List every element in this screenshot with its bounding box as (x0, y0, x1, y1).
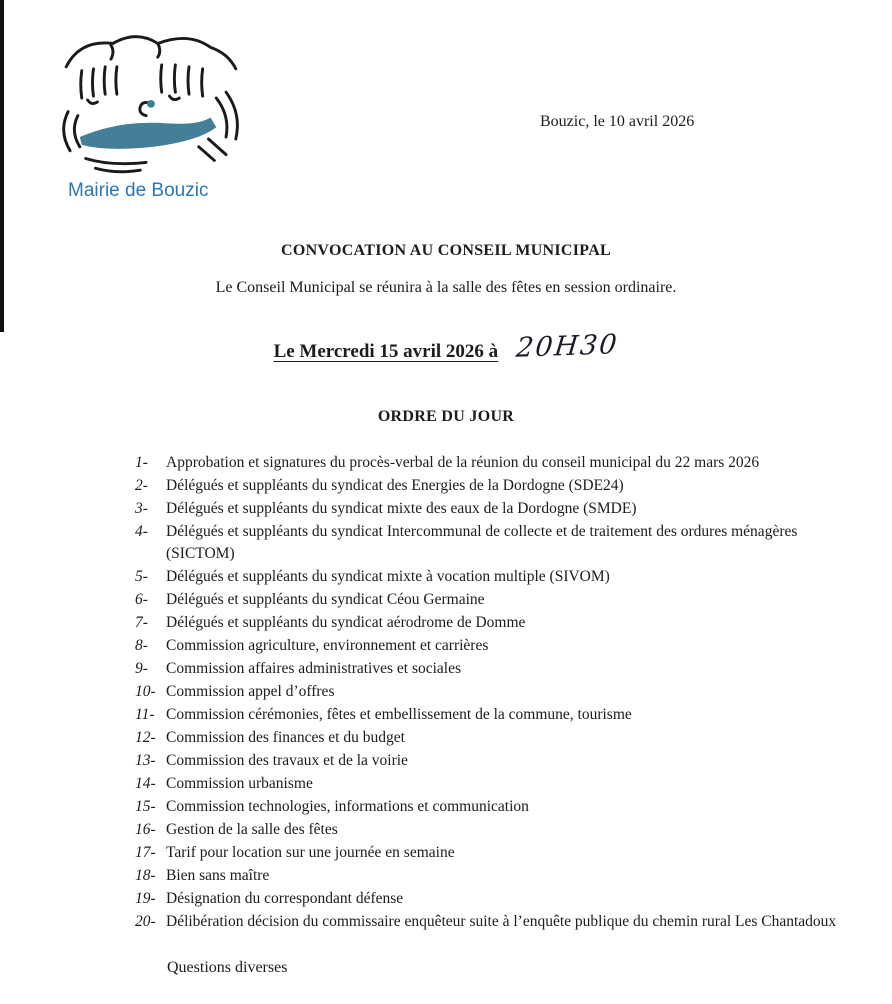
questions-diverses: Questions diverses (167, 959, 288, 976)
agenda-item (135, 911, 858, 933)
agenda-item (135, 750, 858, 772)
agenda-item-text: Gestion de la salle des fêtes (166, 821, 338, 838)
intro-sentence: Le Conseil Municipal se réunira à la salle des fêtes en session ordinaire. (215, 279, 677, 296)
agenda-item-number: 4- (135, 523, 148, 540)
agenda-item-text: Délibération décision du commissaire enquêteur suite à l’enquête publique du chemin rural Les Chantadoux (166, 913, 837, 930)
agenda-item-text: Délégués et suppléants du syndicat aérodrome de Domme (166, 614, 526, 631)
agenda-item (135, 842, 858, 864)
agenda-item (135, 727, 858, 749)
agenda-item-text: Commission urbanisme (166, 775, 313, 792)
agenda-item-number: 18- (135, 867, 156, 884)
agenda-item (135, 819, 858, 841)
agenda-item-number: 11- (135, 706, 155, 723)
agenda-item-text: Commission affaires administratives et sociales (166, 660, 462, 677)
agenda-item-text: Commission des travaux et de la voirie (166, 752, 408, 769)
agenda-item-number: 8- (135, 637, 148, 654)
agenda-item-text: Délégués et suppléants du syndicat Intercommunal de collecte et de traitement des ordures ménagères (SICTOM) (166, 523, 798, 562)
agenda-item-text: Commission cérémonies, fêtes et embellissement de la commune, tourisme (166, 706, 632, 723)
agenda-item (135, 704, 858, 726)
agenda-item-text: Délégués et suppléants du syndicat des Energies de la Dordogne (SDE24) (166, 477, 624, 494)
agenda-item-number: 10- (135, 683, 156, 700)
agenda-item (135, 681, 858, 703)
agenda-item-text: Bien sans maître (166, 867, 270, 884)
agenda-item-number: 20- (135, 913, 156, 930)
agenda-item-text: Commission agriculture, environnement et carrières (166, 637, 489, 654)
agenda-item (135, 796, 858, 818)
agenda-item (135, 658, 858, 680)
agenda-item-text: Commission appel d’offres (166, 683, 335, 700)
logo-label: Mairie de Bouzic (68, 180, 209, 201)
agenda-item-number: 9- (135, 660, 148, 677)
agenda-item-number: 12- (135, 729, 156, 746)
agenda-item-text: Commission des finances et du budget (166, 729, 405, 746)
agenda-item-text: Approbation et signatures du procès-verbal de la réunion du conseil municipal du 22 mars 2026 (166, 454, 760, 471)
agenda-item-number: 2- (135, 477, 148, 494)
agenda-item (135, 566, 858, 588)
agenda-item-text: Délégués et suppléants du syndicat Céou Germaine (166, 591, 485, 608)
agenda-item (135, 498, 858, 520)
agenda-item-text: Délégués et suppléants du syndicat mixte des eaux de la Dordogne (SMDE) (166, 500, 637, 517)
agenda-item (135, 635, 858, 657)
agenda-item-number: 16- (135, 821, 156, 838)
agenda-item-text: Désignation du correspondant défense (166, 890, 404, 907)
agenda-item-number: 3- (135, 500, 148, 517)
agenda-list (135, 452, 858, 933)
agenda-item-number: 19- (135, 890, 156, 907)
agenda-item-number: 15- (135, 798, 156, 815)
agenda-item (135, 521, 858, 565)
agenda-item-number: 17- (135, 844, 156, 861)
agenda-item-number: 14- (135, 775, 156, 792)
agenda-item-text: Délégués et suppléants du syndicat mixte à vocation multiple (SIVOM) (166, 568, 610, 585)
agenda-item (135, 612, 858, 634)
agenda-item (135, 475, 858, 497)
agenda-heading: ORDRE DU JOUR (377, 408, 515, 425)
agenda-item-number: 7- (135, 614, 148, 631)
document-title: CONVOCATION AU CONSEIL MUNICIPAL (280, 242, 612, 259)
agenda-item-number: 5- (135, 568, 148, 585)
agenda-item (135, 865, 858, 887)
agenda-item (135, 589, 858, 611)
meeting-date-printed: Le Mercredi 15 avril 2026 à (273, 341, 499, 362)
agenda-item (135, 773, 858, 795)
agenda-item-text: Tarif pour location sur une journée en semaine (166, 844, 455, 861)
agenda-item (135, 888, 858, 910)
meeting-time-handwritten: 20H30 (514, 329, 621, 364)
agenda-item-number: 6- (135, 591, 148, 608)
meeting-datetime-line (0, 329, 892, 364)
date-line: Bouzic, le 10 avril 2026 (540, 113, 695, 130)
agenda-item-number: 13- (135, 752, 156, 769)
agenda-item-number: 1- (135, 454, 148, 471)
agenda-item (135, 452, 858, 474)
agenda-item-text: Commission technologies, informations et communication (166, 798, 529, 815)
